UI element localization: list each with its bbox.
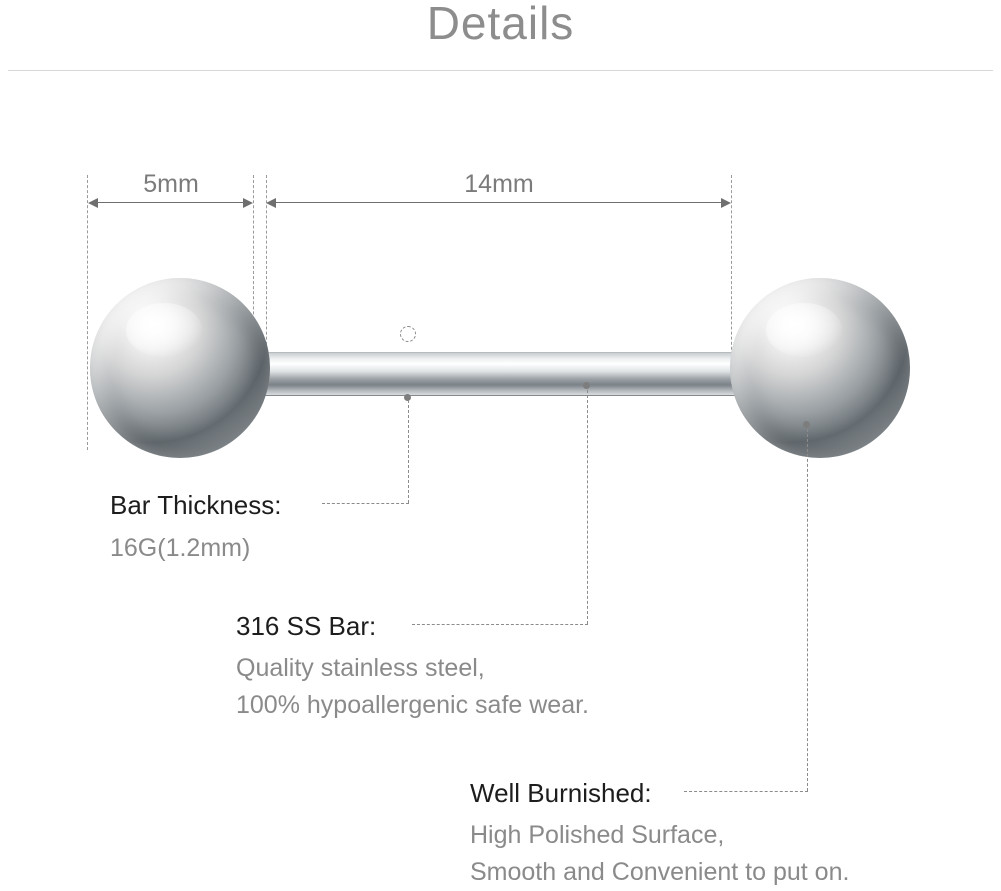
bar-shaft	[235, 352, 775, 396]
dimension-arrow-left-b	[266, 198, 276, 208]
dimension-label-bar: 14mm	[464, 170, 534, 198]
dimension-label-ball: 5mm	[143, 170, 199, 198]
left-ball	[90, 278, 270, 458]
dimension-line-ball	[92, 202, 250, 203]
bar-thickness-marker-ring	[400, 326, 416, 342]
dimension-tick-left	[87, 175, 88, 450]
ss-bar-marker-dot	[583, 382, 590, 389]
dimension-arrow-right-a	[243, 198, 253, 208]
dimension-tick-right	[731, 175, 732, 375]
bar-thickness-leader-vertical	[408, 400, 409, 503]
well-burnished-title: Well Burnished:	[470, 778, 652, 808]
ss-bar-leader-horizontal	[412, 624, 588, 625]
ss-bar-line-1: Quality stainless steel,	[236, 654, 485, 682]
well-burnished-marker-dot	[803, 421, 810, 428]
well-burnished-leader-horizontal	[684, 791, 808, 792]
well-burnished-line-2: Smooth and Convenient to put on.	[470, 858, 850, 886]
bar-thickness-title: Bar Thickness:	[110, 490, 282, 520]
header-divider	[8, 70, 993, 71]
ss-bar-leader-vertical	[587, 390, 588, 624]
ss-bar-title: 316 SS Bar:	[236, 611, 377, 641]
bar-thickness-line-1: 16G(1.2mm)	[110, 534, 251, 562]
ss-bar-line-2: 100% hypoallergenic safe wear.	[236, 691, 590, 719]
well-burnished-line-1: High Polished Surface,	[470, 821, 725, 849]
dimension-arrow-left-a	[88, 198, 98, 208]
bar-thickness-leader-horizontal	[322, 503, 409, 504]
header	[0, 0, 1001, 72]
well-burnished-leader-vertical	[807, 429, 808, 791]
dimension-arrow-right-b	[721, 198, 731, 208]
page-title: Details	[426, 0, 575, 49]
dimension-line-bar	[270, 202, 728, 203]
right-ball	[730, 278, 910, 458]
dimension-tick-mid-a	[253, 175, 254, 375]
